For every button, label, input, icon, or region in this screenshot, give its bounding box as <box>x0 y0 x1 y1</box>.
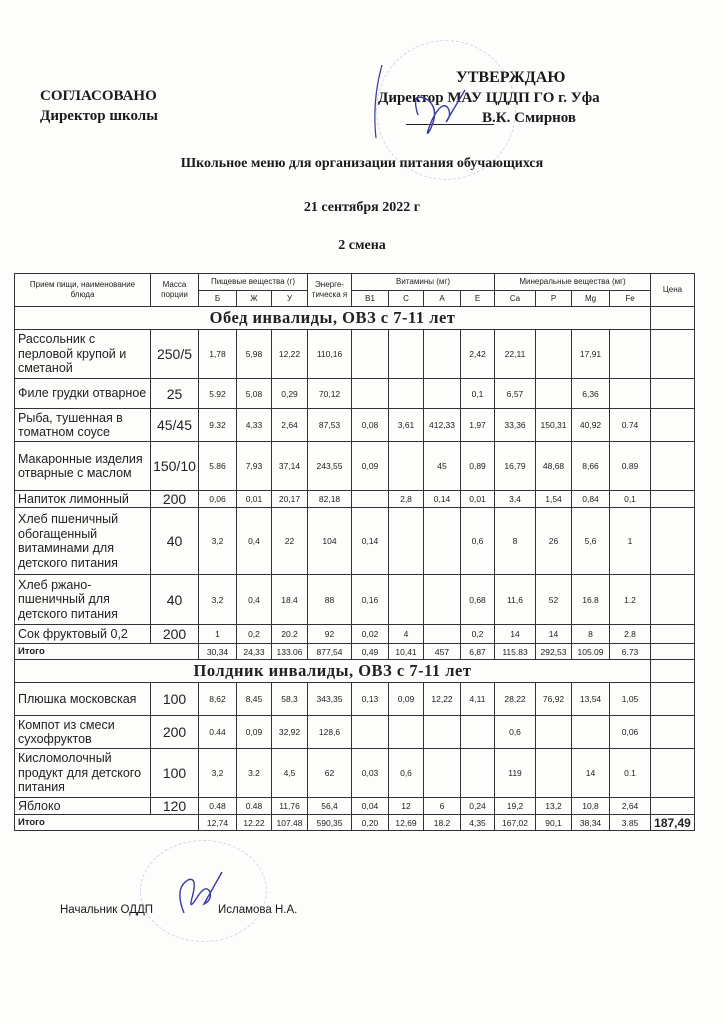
price-cell <box>651 575 695 625</box>
total-a: 18.2 <box>424 815 461 831</box>
value-energy: 56,4 <box>308 798 352 815</box>
value-b1: 0,16 <box>352 575 389 625</box>
value-b1: 0,08 <box>352 409 389 442</box>
value-zh: 0,2 <box>237 625 272 644</box>
total-p: 292,53 <box>536 644 572 660</box>
value-b: 3,2 <box>199 749 237 798</box>
value-energy: 343,35 <box>308 683 352 716</box>
value-p: 14 <box>536 625 572 644</box>
value-b1 <box>352 491 389 508</box>
agreed-label: СОГЛАСОВАНО <box>40 88 157 104</box>
value-fe: 0.89 <box>610 442 651 491</box>
value-zh: 4,33 <box>237 409 272 442</box>
value-energy: 104 <box>308 508 352 575</box>
value-e: 1,97 <box>461 409 495 442</box>
value-zh: 0,01 <box>237 491 272 508</box>
price-cell <box>651 716 695 749</box>
value-p: 13,2 <box>536 798 572 815</box>
price-cell <box>651 409 695 442</box>
value-zh: 5,08 <box>237 379 272 409</box>
total-fe: 6.73 <box>610 644 651 660</box>
price-cell <box>651 442 695 491</box>
value-fe: 1,05 <box>610 683 651 716</box>
value-p: 52 <box>536 575 572 625</box>
value-mg: 5,6 <box>572 508 610 575</box>
header-nutrients: Пищевые вещества (г) <box>199 274 308 291</box>
value-e: 4,11 <box>461 683 495 716</box>
dish-mass: 100 <box>151 683 199 716</box>
total-b1: 0,20 <box>352 815 389 831</box>
value-a <box>424 625 461 644</box>
header-p: P <box>536 291 572 307</box>
value-e: 0,1 <box>461 379 495 409</box>
dish-name: Компот из смеси сухофруктов <box>15 716 151 749</box>
value-c <box>389 575 424 625</box>
value-c <box>389 508 424 575</box>
value-e: 2,42 <box>461 330 495 379</box>
value-zh: 5,98 <box>237 330 272 379</box>
header-mass: Масса порции <box>151 274 199 307</box>
value-energy: 92 <box>308 625 352 644</box>
value-mg: 40,92 <box>572 409 610 442</box>
value-c: 2,8 <box>389 491 424 508</box>
value-b: 5.86 <box>199 442 237 491</box>
total-b: 12,74 <box>199 815 237 831</box>
dish-name: Хлеб пшеничный обогащенный витаминами для детского питания <box>15 508 151 575</box>
value-energy: 87,53 <box>308 409 352 442</box>
total-c: 12,69 <box>389 815 424 831</box>
total-price <box>651 644 695 660</box>
total-ca: 115.83 <box>495 644 536 660</box>
value-p: 26 <box>536 508 572 575</box>
value-p <box>536 716 572 749</box>
header-b1: B1 <box>352 291 389 307</box>
value-b: 0.44 <box>199 716 237 749</box>
header-dish: Прием пищи, наименование блюда <box>15 274 151 307</box>
value-zh: 0,09 <box>237 716 272 749</box>
total-mg: 38,34 <box>572 815 610 831</box>
total-label: Итого <box>15 644 199 660</box>
value-b: 8,62 <box>199 683 237 716</box>
value-u: 20,17 <box>272 491 308 508</box>
value-mg: 14 <box>572 749 610 798</box>
header-fe: Fe <box>610 291 651 307</box>
value-a <box>424 330 461 379</box>
value-fe: 1.2 <box>610 575 651 625</box>
value-e <box>461 749 495 798</box>
dish-mass: 45/45 <box>151 409 199 442</box>
value-u: 12,22 <box>272 330 308 379</box>
document-title: Школьное меню для организации питания обучающихся <box>180 156 544 171</box>
header-ca: Ca <box>495 291 536 307</box>
dish-name: Кисломолочный продукт для детского питания <box>15 749 151 798</box>
header-vitamins: Витамины (мг) <box>352 274 495 291</box>
value-ca: 0,6 <box>495 716 536 749</box>
value-c <box>389 379 424 409</box>
table-row <box>15 575 695 625</box>
approval-block-left <box>40 86 158 126</box>
total-ca: 167,02 <box>495 815 536 831</box>
dish-mass: 25 <box>151 379 199 409</box>
header-mg: Mg <box>572 291 610 307</box>
value-c: 0,6 <box>389 749 424 798</box>
value-a <box>424 749 461 798</box>
total-e: 6,87 <box>461 644 495 660</box>
value-a: 412,33 <box>424 409 461 442</box>
value-mg: 13,54 <box>572 683 610 716</box>
dish-name: Сок фруктовый 0,2 <box>15 625 151 644</box>
value-c: 4 <box>389 625 424 644</box>
table-row <box>15 716 695 749</box>
total-price: 187,49 <box>651 815 695 831</box>
value-a <box>424 716 461 749</box>
approve-label: УТВЕРЖДАЮ <box>456 69 566 86</box>
total-c: 10,41 <box>389 644 424 660</box>
table-row <box>15 683 695 716</box>
document-shift: 2 смена <box>338 238 386 253</box>
value-p: 1,54 <box>536 491 572 508</box>
header-fat: Ж <box>237 291 272 307</box>
value-e: 0,89 <box>461 442 495 491</box>
value-ca: 22,11 <box>495 330 536 379</box>
dish-name: Рассольник с перловой крупой и сметаной <box>15 330 151 379</box>
value-mg: 0,84 <box>572 491 610 508</box>
price-cell <box>651 625 695 644</box>
total-label: Итого <box>15 815 199 831</box>
value-b1: 0,13 <box>352 683 389 716</box>
value-energy: 62 <box>308 749 352 798</box>
total-energy: 877,54 <box>308 644 352 660</box>
value-b1: 0,02 <box>352 625 389 644</box>
total-b1: 0,49 <box>352 644 389 660</box>
dish-name: Филе грудки отварное <box>15 379 151 409</box>
value-c <box>389 330 424 379</box>
dish-mass: 200 <box>151 491 199 508</box>
dish-name: Напиток лимонный <box>15 491 151 508</box>
value-energy: 82,18 <box>308 491 352 508</box>
value-b: 0,06 <box>199 491 237 508</box>
total-mg: 105.09 <box>572 644 610 660</box>
header-protein: Б <box>199 291 237 307</box>
value-u: 22 <box>272 508 308 575</box>
price-cell <box>651 798 695 815</box>
dish-mass: 40 <box>151 575 199 625</box>
value-a <box>424 575 461 625</box>
value-c <box>389 716 424 749</box>
value-fe <box>610 330 651 379</box>
value-fe: 2.8 <box>610 625 651 644</box>
table-row <box>15 749 695 798</box>
value-b1: 0,04 <box>352 798 389 815</box>
table-row <box>15 379 695 409</box>
section-title: Обед инвалиды, ОВЗ с 7-11 лет <box>15 307 651 330</box>
value-energy: 70,12 <box>308 379 352 409</box>
value-mg: 17,91 <box>572 330 610 379</box>
value-p <box>536 330 572 379</box>
value-mg: 6,36 <box>572 379 610 409</box>
value-energy: 243,55 <box>308 442 352 491</box>
table-row <box>15 330 695 379</box>
value-b: 3,2 <box>199 508 237 575</box>
dish-name: Яблоко <box>15 798 151 815</box>
footer-signer: Исламова Н.А. <box>218 904 298 916</box>
value-u: 58,3 <box>272 683 308 716</box>
value-b1: 0,09 <box>352 442 389 491</box>
value-b: 1,78 <box>199 330 237 379</box>
total-zh: 12.22 <box>237 815 272 831</box>
value-fe: 0,1 <box>610 491 651 508</box>
dish-mass: 150/10 <box>151 442 199 491</box>
dish-mass: 40 <box>151 508 199 575</box>
price-cell <box>651 660 695 683</box>
footer <box>60 904 298 916</box>
value-zh: 0,4 <box>237 575 272 625</box>
total-fe: 3.85 <box>610 815 651 831</box>
header-c: C <box>389 291 424 307</box>
value-b1 <box>352 379 389 409</box>
value-c: 12 <box>389 798 424 815</box>
value-energy: 128,6 <box>308 716 352 749</box>
dish-name: Плюшка московская <box>15 683 151 716</box>
value-ca: 16,79 <box>495 442 536 491</box>
value-b: 9.32 <box>199 409 237 442</box>
value-zh: 3.2 <box>237 749 272 798</box>
dish-mass: 100 <box>151 749 199 798</box>
price-cell <box>651 379 695 409</box>
value-fe <box>610 379 651 409</box>
value-ca: 11,6 <box>495 575 536 625</box>
value-a: 0,14 <box>424 491 461 508</box>
value-a: 12,22 <box>424 683 461 716</box>
value-c: 3,61 <box>389 409 424 442</box>
value-fe: 0,06 <box>610 716 651 749</box>
value-mg <box>572 716 610 749</box>
dish-name: Хлеб ржано-пшеничный для детского питания <box>15 575 151 625</box>
value-ca: 33,36 <box>495 409 536 442</box>
total-b: 30,34 <box>199 644 237 660</box>
value-ca: 8 <box>495 508 536 575</box>
document-date: 21 сентября 2022 г <box>303 200 421 215</box>
value-u: 20.2 <box>272 625 308 644</box>
school-director-label: Директор школы <box>40 108 158 124</box>
value-p: 76,92 <box>536 683 572 716</box>
total-u: 133.06 <box>272 644 308 660</box>
total-e: 4,35 <box>461 815 495 831</box>
value-u: 0,29 <box>272 379 308 409</box>
value-b1: 0,03 <box>352 749 389 798</box>
price-cell <box>651 307 695 330</box>
price-cell <box>651 491 695 508</box>
value-mg: 8 <box>572 625 610 644</box>
value-fe: 2,64 <box>610 798 651 815</box>
stamp-bottom <box>140 840 267 942</box>
total-energy: 590,35 <box>308 815 352 831</box>
value-energy: 88 <box>308 575 352 625</box>
header-carbs: У <box>272 291 308 307</box>
value-b: 0.48 <box>199 798 237 815</box>
value-u: 11,76 <box>272 798 308 815</box>
price-cell <box>651 749 695 798</box>
value-fe: 0.74 <box>610 409 651 442</box>
value-p: 48,68 <box>536 442 572 491</box>
table-row <box>15 409 695 442</box>
value-u: 4,5 <box>272 749 308 798</box>
value-b: 1 <box>199 625 237 644</box>
value-u: 32,92 <box>272 716 308 749</box>
value-b1 <box>352 330 389 379</box>
value-b1: 0,14 <box>352 508 389 575</box>
header-e: E <box>461 291 495 307</box>
dish-mass: 200 <box>151 716 199 749</box>
value-e: 0,24 <box>461 798 495 815</box>
table-row <box>15 625 695 644</box>
value-ca: 14 <box>495 625 536 644</box>
total-zh: 24,33 <box>237 644 272 660</box>
dish-name: Макаронные изделия отварные с маслом <box>15 442 151 491</box>
value-a: 45 <box>424 442 461 491</box>
value-p: 150,31 <box>536 409 572 442</box>
value-e <box>461 716 495 749</box>
approval-block-right <box>378 68 600 128</box>
value-a <box>424 508 461 575</box>
value-ca: 28,22 <box>495 683 536 716</box>
total-row <box>15 815 695 831</box>
price-cell <box>651 330 695 379</box>
dish-mass: 120 <box>151 798 199 815</box>
header-minerals: Минеральные вещества (мг) <box>495 274 651 291</box>
header-energy: Энерге-тическа я <box>308 274 352 307</box>
value-zh: 8,45 <box>237 683 272 716</box>
value-a: 6 <box>424 798 461 815</box>
value-p <box>536 379 572 409</box>
table-row <box>15 508 695 575</box>
value-e: 0,01 <box>461 491 495 508</box>
dish-mass: 250/5 <box>151 330 199 379</box>
value-ca: 6,57 <box>495 379 536 409</box>
header-price: Цена <box>651 274 695 307</box>
value-e: 0,6 <box>461 508 495 575</box>
value-c: 0,09 <box>389 683 424 716</box>
value-mg: 16.8 <box>572 575 610 625</box>
value-zh: 0.48 <box>237 798 272 815</box>
value-zh: 0,4 <box>237 508 272 575</box>
footer-position: Начальник ОДДП <box>60 904 154 916</box>
dish-mass: 200 <box>151 625 199 644</box>
value-mg: 10,8 <box>572 798 610 815</box>
value-b: 5.92 <box>199 379 237 409</box>
value-p <box>536 749 572 798</box>
value-u: 18.4 <box>272 575 308 625</box>
director-name: В.К. Смирнов <box>482 110 577 126</box>
table-row <box>15 491 695 508</box>
value-ca: 19,2 <box>495 798 536 815</box>
dish-name: Рыба, тушенная в томатном соусе <box>15 409 151 442</box>
total-a: 457 <box>424 644 461 660</box>
value-ca: 119 <box>495 749 536 798</box>
total-row <box>15 644 695 660</box>
header-a: A <box>424 291 461 307</box>
value-fe: 0.1 <box>610 749 651 798</box>
price-cell <box>651 683 695 716</box>
value-b: 3,2 <box>199 575 237 625</box>
value-mg: 8,66 <box>572 442 610 491</box>
director-title: Директор МАУ ЦДДП ГО г. Уфа <box>378 90 600 106</box>
total-p: 90,1 <box>536 815 572 831</box>
value-energy: 110,16 <box>308 330 352 379</box>
value-c <box>389 442 424 491</box>
value-fe: 1 <box>610 508 651 575</box>
table-row <box>15 798 695 815</box>
signature-line <box>406 124 494 125</box>
table-row <box>15 442 695 491</box>
value-u: 37,14 <box>272 442 308 491</box>
value-b1 <box>352 716 389 749</box>
value-u: 2,64 <box>272 409 308 442</box>
value-a <box>424 379 461 409</box>
value-e: 0,2 <box>461 625 495 644</box>
menu-table <box>14 273 695 831</box>
section-title: Полдник инвалиды, ОВЗ с 7-11 лет <box>15 660 651 683</box>
value-e: 0,68 <box>461 575 495 625</box>
total-u: 107.48 <box>272 815 308 831</box>
price-cell <box>651 508 695 575</box>
value-ca: 3,4 <box>495 491 536 508</box>
value-zh: 7,93 <box>237 442 272 491</box>
